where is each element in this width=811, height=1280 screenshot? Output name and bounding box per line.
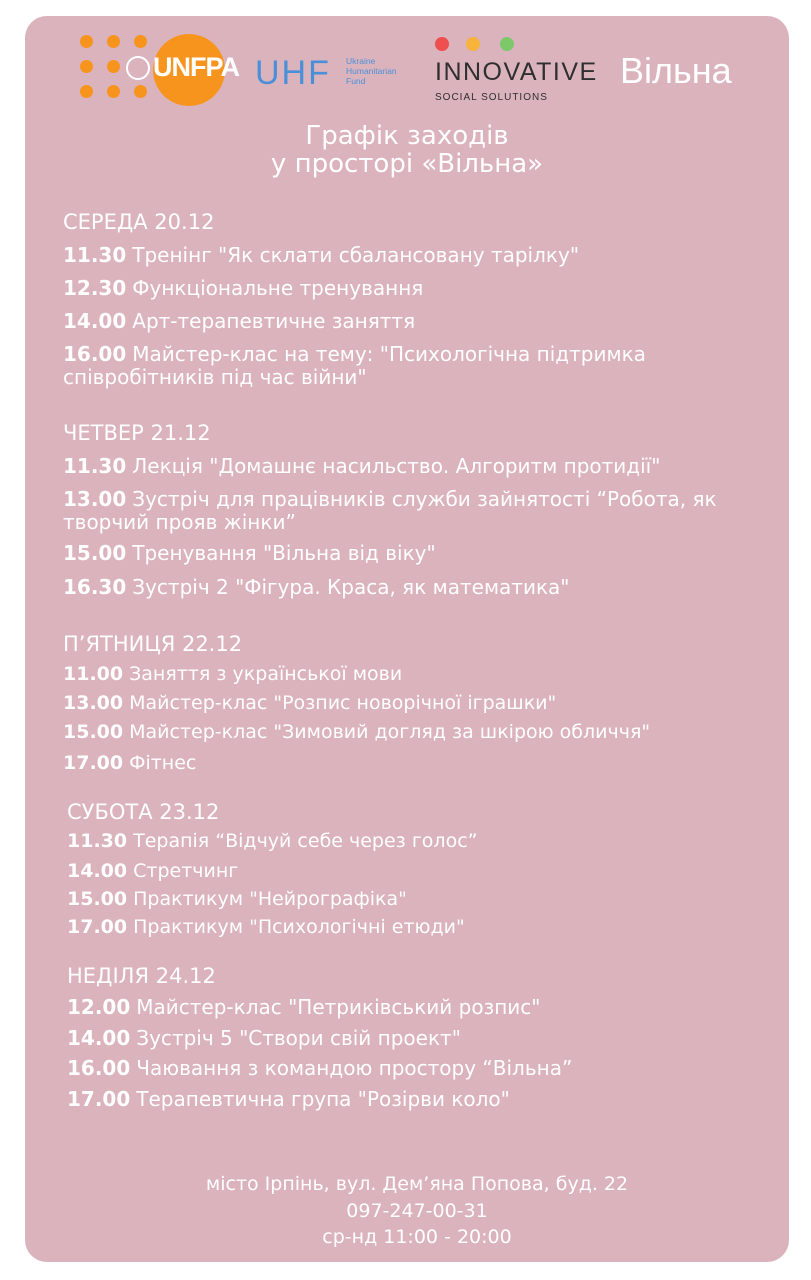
event-time: 17.00 bbox=[67, 916, 128, 938]
event-time: 12.30 bbox=[63, 276, 127, 300]
event-time: 13.00 bbox=[63, 692, 124, 714]
innovative-logo-text: INNOVATIVE bbox=[435, 58, 598, 86]
event-time: 15.00 bbox=[63, 541, 127, 565]
event-time: 11.30 bbox=[67, 830, 128, 852]
event-text: Зустріч 5 "Створи свій проект" bbox=[136, 1026, 461, 1050]
event-time: 16.00 bbox=[63, 342, 127, 366]
list-item bbox=[63, 692, 763, 715]
event-time: 11.00 bbox=[63, 663, 124, 685]
event-text: Фітнес bbox=[129, 752, 197, 774]
page-title-line1: Графік заходів bbox=[305, 121, 509, 151]
event-time: 17.00 bbox=[63, 752, 124, 774]
day-heading-saturday: СУБОТА 23.12 bbox=[67, 800, 220, 824]
event-text: Майстер-клас на тему: "Психологічна підтримка співробітників під час війни" bbox=[63, 342, 646, 389]
event-text: Зустріч для працівників служби зайнятості “Робота, як творчий прояв жінки” bbox=[63, 487, 717, 534]
un-emblem-icon bbox=[126, 56, 150, 80]
list-item bbox=[63, 663, 763, 686]
logo-bar bbox=[25, 16, 789, 126]
event-text: Практикум "Психологічні етюди" bbox=[133, 916, 465, 938]
innovative-logo-subtitle: SOCIAL SOLUTIONS bbox=[435, 92, 548, 103]
event-time: 11.30 bbox=[63, 454, 127, 478]
event-time: 15.00 bbox=[63, 721, 124, 743]
event-text: Лекція "Домашнє насильство. Алгоритм протидії" bbox=[132, 454, 661, 478]
event-text: Практикум "Нейрографіка" bbox=[133, 888, 407, 910]
list-item bbox=[63, 752, 763, 775]
list-item bbox=[63, 244, 763, 267]
event-time: 11.30 bbox=[63, 243, 127, 267]
list-item bbox=[63, 576, 763, 599]
list-item bbox=[67, 830, 767, 853]
day-heading-sunday: НЕДІЛЯ 24.12 bbox=[67, 964, 216, 988]
list-item bbox=[67, 916, 767, 939]
event-text: Функціональне тренування bbox=[132, 276, 424, 300]
event-text: Майстер-клас "Зимовий догляд за шкірою обличчя" bbox=[129, 721, 651, 743]
event-time: 16.30 bbox=[63, 575, 127, 599]
uhf-logo-subtitle: Ukraine Humanitarian Fund bbox=[346, 56, 397, 86]
event-text: Тренінг "Як склати сбалансовану тарілку" bbox=[132, 243, 580, 267]
event-time: 14.00 bbox=[67, 860, 128, 882]
footer-phone: 097-247-00-31 bbox=[346, 1200, 488, 1222]
event-text: Тренування "Вільна від віку" bbox=[132, 541, 436, 565]
footer-hours: ср-нд 11:00 - 20:00 bbox=[322, 1226, 512, 1248]
uhf-logo-text: UHF bbox=[255, 54, 331, 92]
list-item bbox=[63, 455, 763, 478]
footer-address: місто Ірпінь, вул. Дем’яна Попова, буд. 22 bbox=[205, 1173, 629, 1195]
day-heading-friday: П’ЯТНИЦЯ 22.12 bbox=[63, 632, 243, 656]
list-item bbox=[67, 1088, 767, 1111]
list-item bbox=[63, 542, 763, 565]
event-text: Чаювання з командою простору “Вільна” bbox=[136, 1056, 573, 1080]
list-item bbox=[67, 860, 767, 883]
list-item bbox=[63, 277, 763, 300]
event-text: Заняття з української мови bbox=[129, 663, 403, 685]
event-text: Майстер-клас "Петриківський розпис" bbox=[136, 995, 541, 1019]
unfpa-logo-text: UNFPA bbox=[153, 52, 239, 82]
event-text: Арт-терапевтичне заняття bbox=[132, 309, 416, 333]
vilna-logo-text: Вільна bbox=[620, 50, 732, 91]
list-item bbox=[63, 721, 763, 744]
day-heading-thursday: ЧЕТВЕР 21.12 bbox=[63, 421, 211, 445]
event-text: Зустріч 2 "Фігура. Краса, як математика" bbox=[132, 575, 570, 599]
day-heading-wednesday: СЕРЕДА 20.12 bbox=[63, 210, 215, 234]
list-item bbox=[67, 888, 767, 911]
list-item bbox=[63, 343, 743, 389]
event-text: Майстер-клас "Розпис новорічної іграшки" bbox=[129, 692, 557, 714]
event-text: Стретчинг bbox=[133, 860, 239, 882]
event-time: 14.00 bbox=[63, 309, 127, 333]
event-text: Терапія “Відчуй себе через голос” bbox=[133, 830, 478, 852]
page-title-line2: у просторі «Вільна» bbox=[270, 149, 544, 179]
list-item bbox=[67, 1057, 767, 1080]
event-time: 12.00 bbox=[67, 995, 131, 1019]
event-time: 17.00 bbox=[67, 1087, 131, 1111]
event-time: 16.00 bbox=[67, 1056, 131, 1080]
list-item bbox=[63, 488, 763, 534]
event-time: 15.00 bbox=[67, 888, 128, 910]
list-item bbox=[67, 996, 767, 1019]
event-time: 14.00 bbox=[67, 1026, 131, 1050]
event-text: Терапевтична група "Розірви коло" bbox=[136, 1087, 510, 1111]
list-item bbox=[63, 310, 763, 333]
list-item bbox=[67, 1027, 767, 1050]
poster-card bbox=[25, 16, 789, 1262]
event-time: 13.00 bbox=[63, 487, 127, 511]
